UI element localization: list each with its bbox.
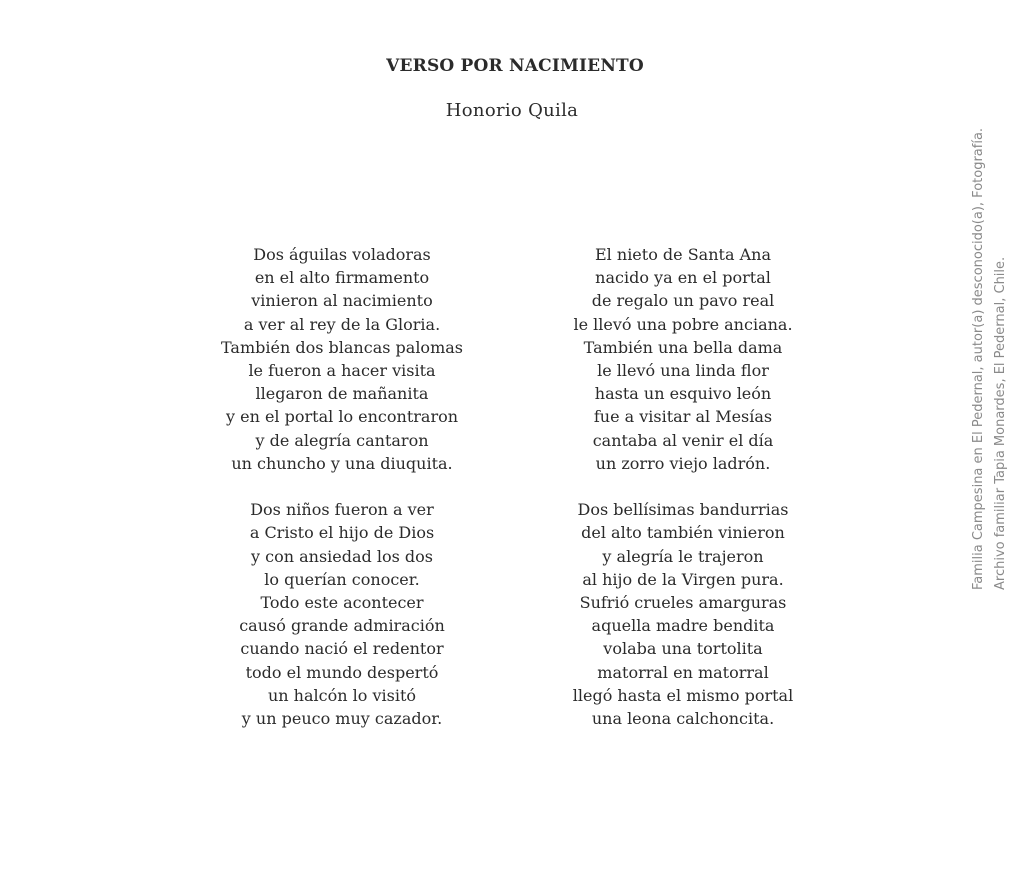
poem-line: de regalo un pavo real — [591, 291, 775, 311]
poem-line: También dos blancas palomas — [221, 337, 463, 357]
poem-line: También una bella dama — [583, 337, 783, 357]
photo-caption-line-2: Archivo familiar Tapia Monardes, El Pedernal, Chile. — [993, 256, 1008, 590]
poem-line: Dos bellísimas bandurrias — [577, 500, 789, 520]
poem-line: vinieron al nacimiento — [251, 291, 433, 311]
poem-line: un zorro viejo ladrón. — [595, 453, 771, 473]
poem-line: un chuncho y una diuquita. — [231, 453, 453, 473]
poem-author: Honorio Quila — [445, 100, 579, 121]
poem-line: Sufrió crueles amarguras — [579, 593, 787, 613]
poem-title: VERSO POR NACIMIENTO — [386, 56, 644, 76]
poem-line: cantaba al venir el día — [592, 430, 774, 450]
poem-line: a Cristo el hijo de Dios — [249, 523, 435, 543]
poem-line: El nieto de Santa Ana — [595, 245, 771, 264]
stanza — [518, 243, 848, 475]
stanza — [177, 498, 507, 730]
poem-line: Todo este acontecer — [260, 593, 424, 613]
poem-right-column — [518, 243, 848, 753]
poem-line: nacido ya en el portal — [595, 268, 771, 288]
poem-line: causó grande admiración — [239, 616, 445, 636]
poem-line: llegó hasta el mismo portal — [572, 685, 794, 705]
poem-line: a ver al rey de la Gloria. — [243, 314, 441, 334]
poem-line: y con ansiedad los dos — [251, 546, 433, 566]
poem-line: y de alegría cantaron — [255, 430, 429, 450]
poem-line: matorral en matorral — [597, 662, 769, 682]
poem-line: aquella madre bendita — [591, 616, 775, 636]
photo-caption-line-1: Familia Campesina en El Pedernal, autor(a) desconocido(a), Fotografía. — [971, 127, 986, 590]
poem-line: un halcón lo visitó — [267, 685, 417, 705]
poem-line: Dos águilas voladoras — [253, 245, 431, 264]
poem-line: una leona calchoncita. — [591, 709, 775, 729]
poem-line: le llevó una pobre anciana. — [573, 314, 793, 334]
poem-line: le fueron a hacer visita — [248, 361, 436, 381]
stanza — [177, 243, 507, 475]
poem-line: del alto también vinieron — [581, 523, 785, 543]
poem-line: fue a visitar al Mesías — [593, 407, 773, 427]
poem-line: al hijo de la Virgen pura. — [582, 569, 784, 589]
poem-line: Dos niños fueron a ver — [250, 500, 434, 520]
poem-line: llegaron de mañanita — [255, 384, 429, 404]
poem-line: y alegría le trajeron — [602, 546, 764, 566]
poem-line: todo el mundo despertó — [245, 662, 439, 682]
poem-line: le llevó una linda flor — [597, 361, 769, 381]
poem-line: cuando nació el redentor — [240, 639, 444, 659]
poem-left-column — [177, 243, 507, 753]
poem-line: y un peuco muy cazador. — [241, 709, 443, 729]
poem-line: lo querían conocer. — [264, 569, 420, 589]
stanza — [518, 498, 848, 730]
poem-line: en el alto firmamento — [254, 268, 430, 288]
poem-line: volaba una tortolita — [603, 639, 763, 659]
poem-line: y en el portal lo encontraron — [225, 407, 459, 427]
poem-line: hasta un esquivo león — [594, 384, 772, 404]
